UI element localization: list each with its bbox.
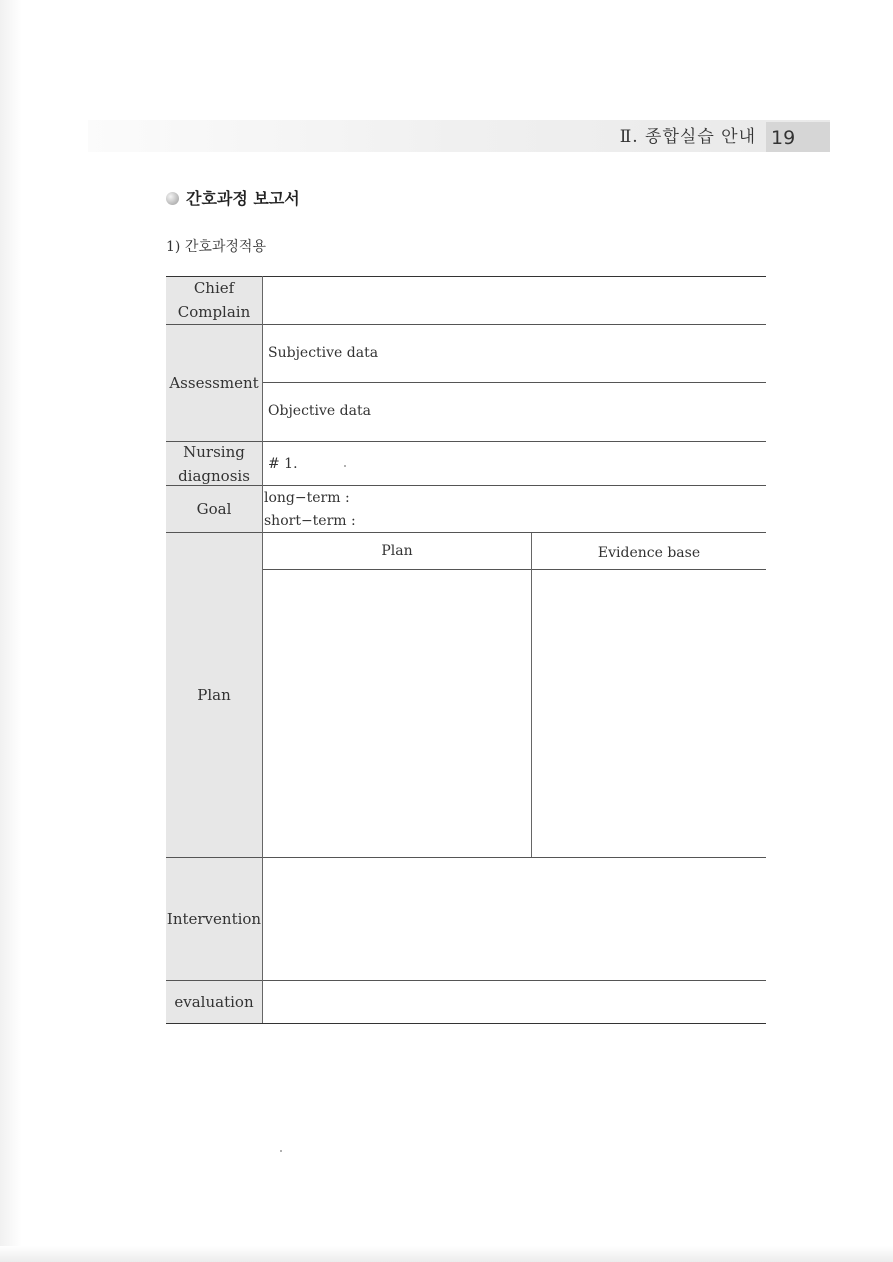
evidence-base-field[interactable] bbox=[532, 570, 766, 857]
label-goal-text: Goal bbox=[196, 500, 232, 518]
chapter-title: Ⅱ. 종합실습 안내 bbox=[619, 127, 756, 147]
stray-mark bbox=[280, 1150, 282, 1152]
goal-short-term: short−term : bbox=[264, 513, 356, 529]
label-intervention-text: Intervention bbox=[166, 910, 262, 928]
objective-data-field[interactable] bbox=[263, 383, 766, 441]
label-chief-complain bbox=[166, 276, 262, 324]
table-bottom-rule bbox=[166, 1023, 766, 1024]
label-diagnosis-line1: Nursing bbox=[183, 442, 245, 461]
evaluation-field[interactable] bbox=[263, 981, 766, 1023]
page-number: 19 bbox=[771, 127, 796, 149]
label-assessment bbox=[166, 325, 262, 441]
label-nursing-diagnosis bbox=[166, 442, 262, 485]
plan-column-header: Plan bbox=[381, 543, 413, 559]
diagnosis-number: # 1. bbox=[268, 456, 298, 472]
page-edge-shadow bbox=[0, 0, 22, 1262]
goal-field[interactable] bbox=[263, 486, 766, 532]
objective-data-label: Objective data bbox=[268, 403, 371, 419]
section-title: 간호과정 보고서 bbox=[186, 189, 300, 208]
label-plan-text: Plan bbox=[197, 686, 231, 704]
goal-long-term: long−term : bbox=[264, 490, 350, 506]
label-assessment-text: Assessment bbox=[169, 374, 259, 392]
bullet-icon bbox=[166, 192, 179, 205]
label-chief-line1: Chief bbox=[193, 279, 235, 297]
nursing-diagnosis-field[interactable] bbox=[263, 442, 766, 485]
page-bottom-shadow bbox=[0, 1246, 893, 1262]
label-goal bbox=[166, 486, 262, 532]
subjective-data-field[interactable] bbox=[263, 325, 766, 382]
subjective-data-label: Subjective data bbox=[268, 345, 379, 361]
evidence-column-header: Evidence base bbox=[597, 545, 701, 561]
label-diagnosis-line2: diagnosis bbox=[178, 466, 250, 485]
label-evaluation-text: evaluation bbox=[174, 993, 254, 1011]
chief-complain-field[interactable] bbox=[263, 277, 766, 324]
intervention-field[interactable] bbox=[263, 858, 766, 980]
label-evaluation bbox=[166, 981, 262, 1023]
label-intervention bbox=[166, 858, 262, 980]
rule-after-goal bbox=[166, 532, 766, 533]
subsection-title: 1) 간호과정적용 bbox=[166, 239, 266, 255]
plan-field[interactable] bbox=[263, 570, 531, 857]
label-plan bbox=[166, 533, 262, 857]
label-chief-line2: Complain bbox=[177, 303, 251, 321]
